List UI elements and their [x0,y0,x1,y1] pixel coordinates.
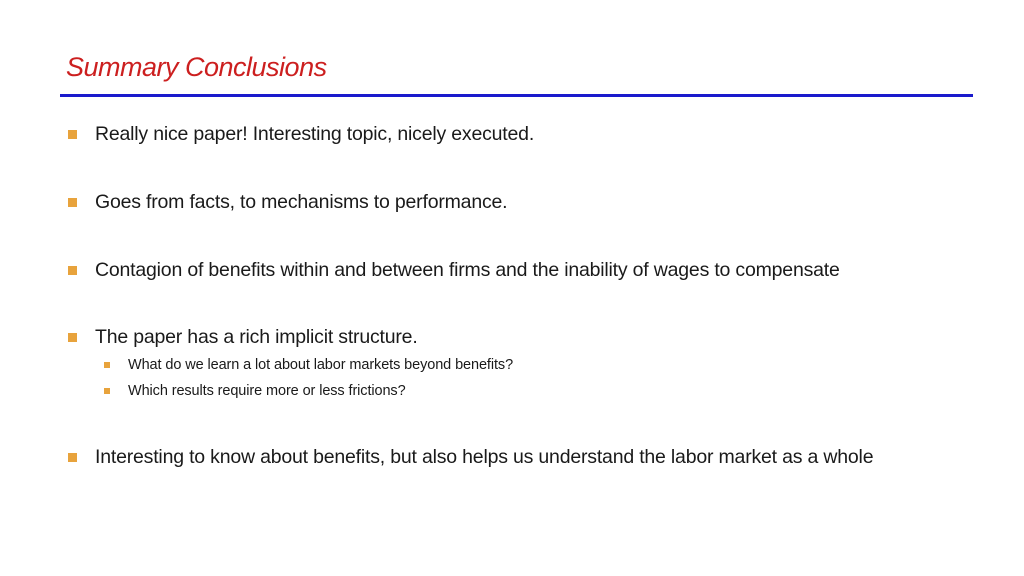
square-bullet-icon [68,198,77,207]
bullet-text: Contagion of benefits within and between firms and the inability of wages to compensate [95,259,840,281]
bullet-item [68,188,1008,216]
bullet-text: Really nice paper! Interesting topic, nicely executed. [95,123,535,145]
title-divider [60,94,973,97]
sub-bullet-text: What do we learn a lot about labor markets beyond benefits? [128,357,514,373]
sub-bullet-text: Which results require more or less frictions? [128,383,406,399]
square-bullet-icon [68,130,77,139]
slide-title: Summary Conclusions [66,52,327,82]
bullet-text: Interesting to know about benefits, but also helps us understand the labor market as a whole [95,446,874,468]
square-bullet-icon [68,453,77,462]
square-bullet-icon [104,362,110,368]
bullet-text: The paper has a rich implicit structure. [95,326,418,348]
square-bullet-icon [68,333,77,342]
bullet-item [68,323,1008,404]
bullet-item [68,120,1008,148]
sub-bullet-item [104,378,1008,404]
sub-bullet-item [104,352,1008,378]
square-bullet-icon [104,388,110,394]
square-bullet-icon [68,266,77,275]
bullet-text: Goes from facts, to mechanisms to performance. [95,191,508,213]
bullet-item [68,443,1008,471]
bullet-item [68,256,1008,284]
